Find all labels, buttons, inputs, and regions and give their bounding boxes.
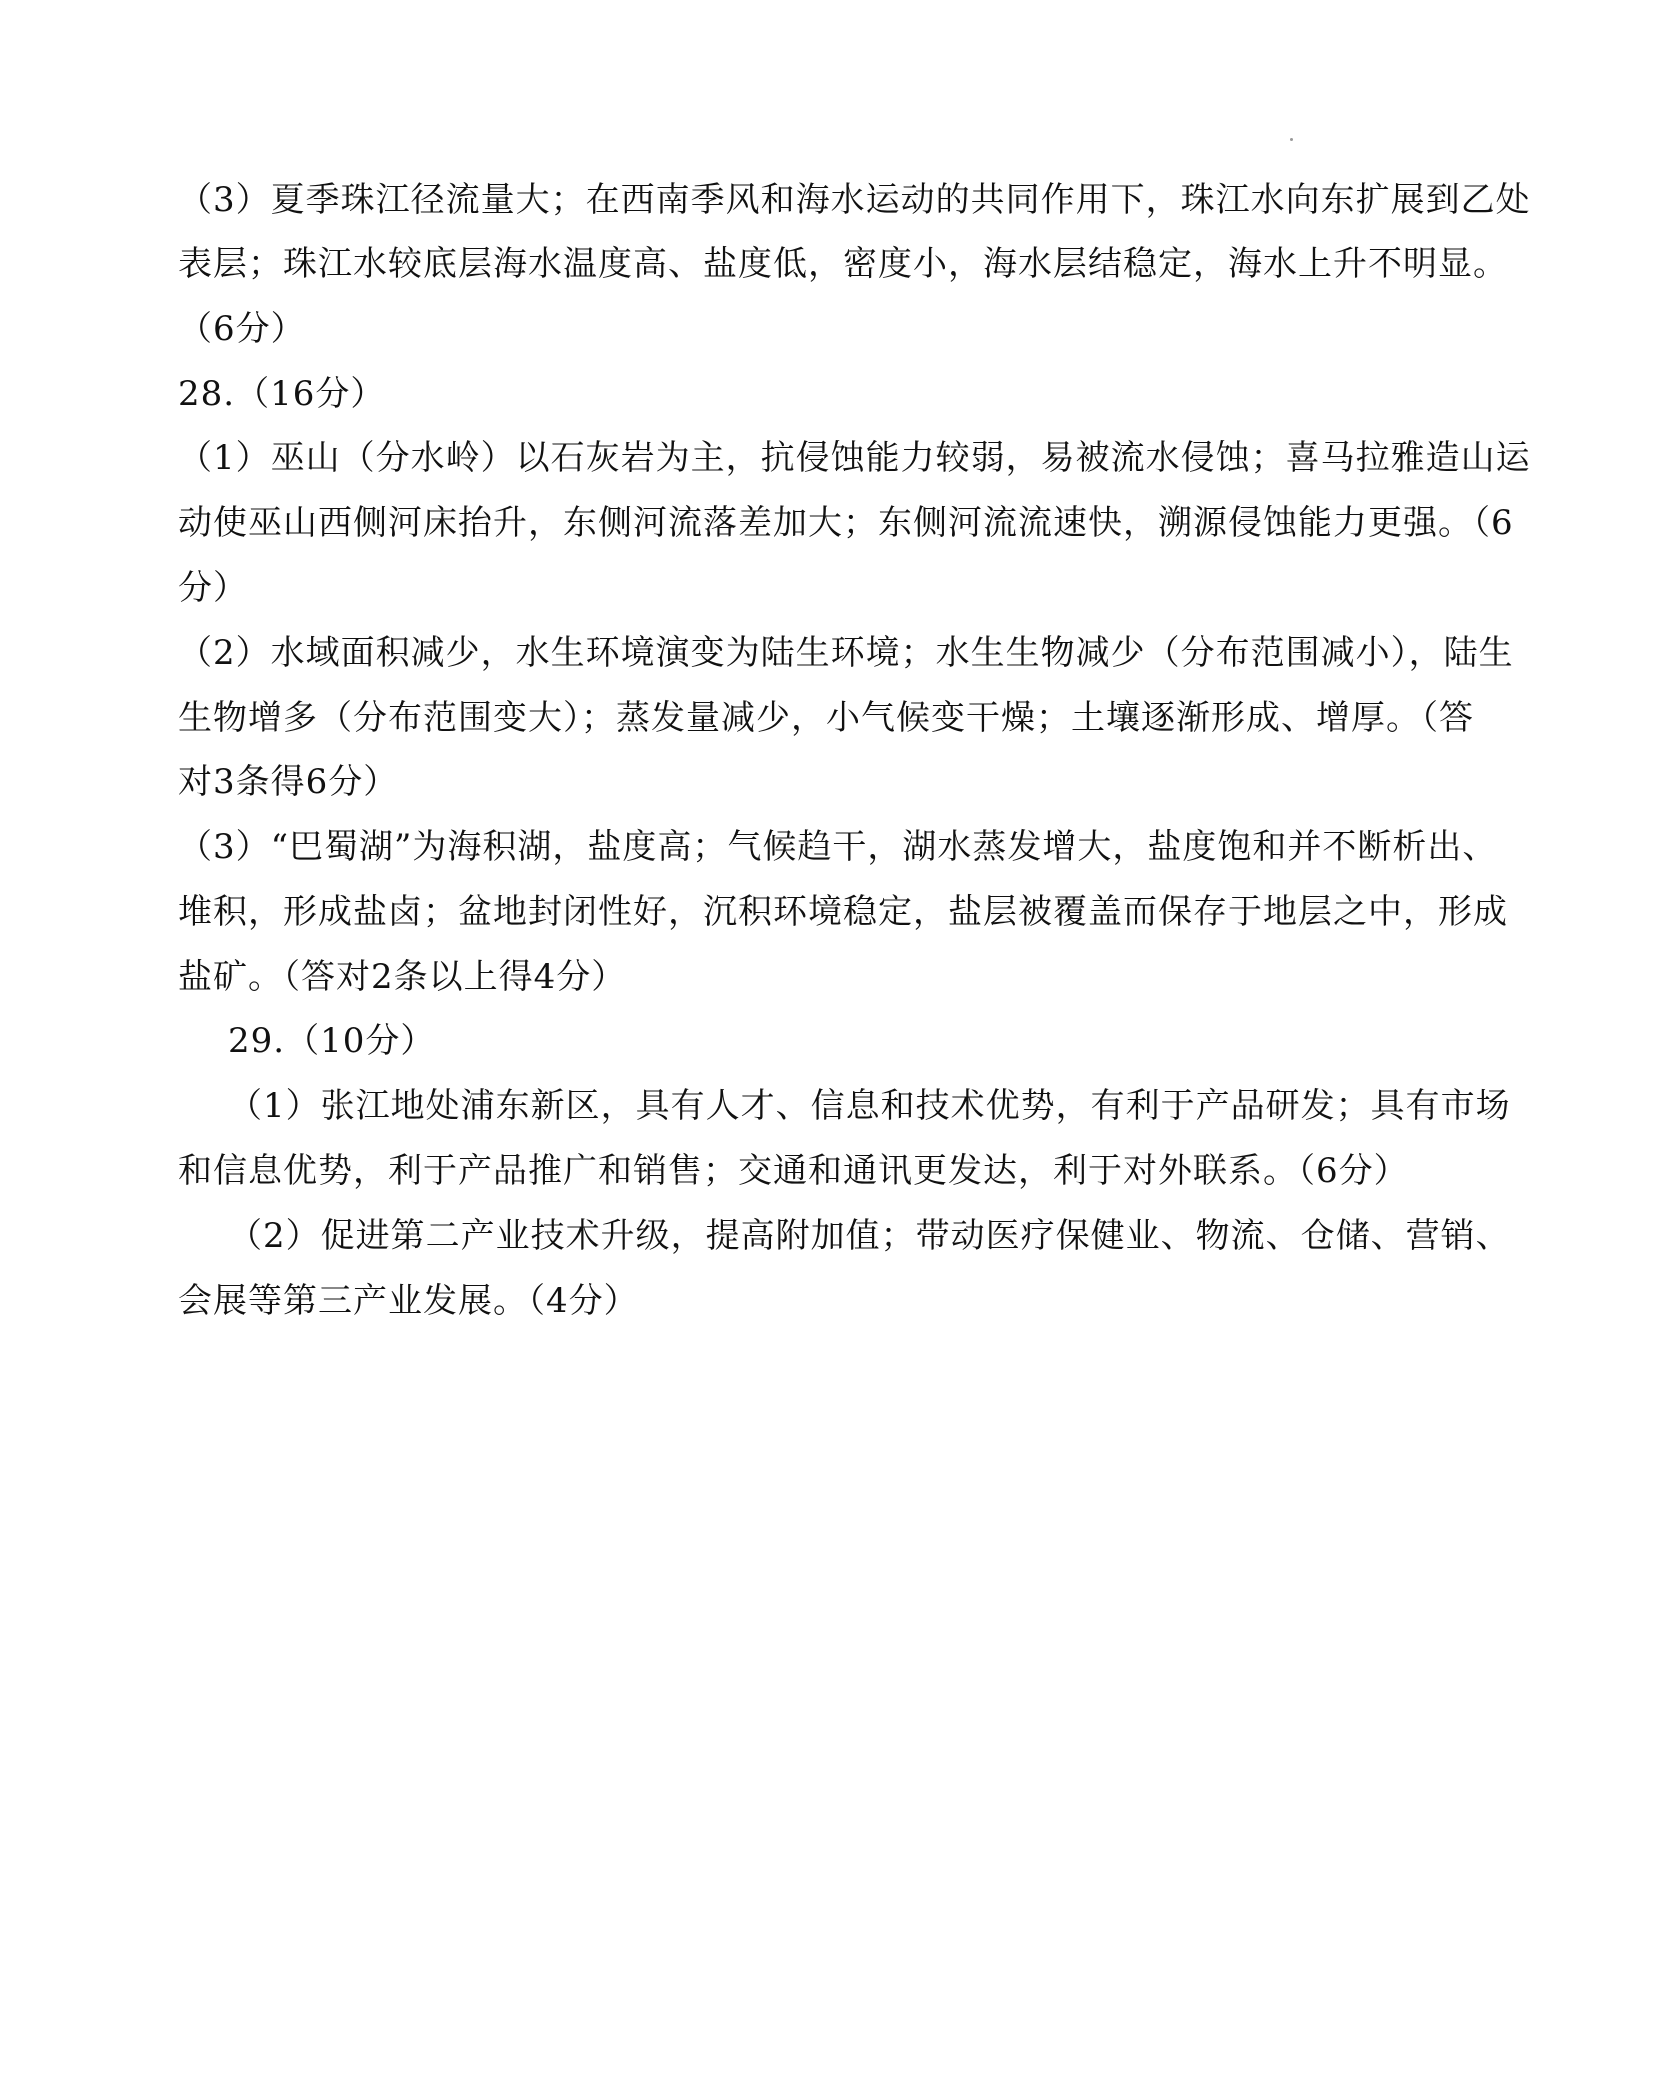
q28-part2-line1: （2）水域面积减少，水生环境演变为陆生环境；水生生物减少（分布范围减小），陆生 [178, 633, 1514, 673]
q28-part1-line2: 动使巫山西侧河床抬升，东侧河流落差加大；东侧河流流速快，溯源侵蚀能力更强。（6 [178, 503, 1514, 543]
q29-part1-line1: （1）张江地处浦东新区，具有人才、信息和技术优势，有利于产品研发；具有市场 [228, 1086, 1511, 1126]
q28-part1-line1: （1）巫山（分水岭）以石灰岩为主，抗侵蚀能力较弱，易被流水侵蚀；喜马拉雅造山运 [178, 438, 1531, 478]
q28-heading: 28.（16分） [178, 374, 386, 414]
q27-part3-line1: （3）夏季珠江径流量大；在西南季风和海水运动的共同作用下，珠江水向东扩展到乙处 [178, 180, 1531, 220]
q28-part3-line1: （3）“巴蜀湖”为海积湖，盐度高；气候趋干，湖水蒸发增大，盐度饱和并不断析出、 [178, 827, 1498, 867]
q28-part3-line3: 盐矿。（答对2条以上得4分） [178, 957, 627, 997]
q27-part3-score: （6分） [178, 309, 306, 349]
q28-part2-line3: 对3条得6分） [178, 762, 399, 802]
q28-part2-line2: 生物增多（分布范围变大）；蒸发量减少，小气候变干燥；土壤逐渐形成、增厚。（答 [178, 698, 1474, 738]
q29-heading: 29.（10分） [228, 1021, 436, 1061]
q28-part1-line3: 分） [178, 568, 248, 608]
q28-part3-line2: 堆积，形成盐卤；盆地封闭性好，沉积环境稳定，盐层被覆盖而保存于地层之中，形成 [178, 892, 1508, 932]
q27-part3-line2: 表层；珠江水较底层海水温度高、盐度低，密度小，海水层结稳定，海水上升不明显。 [178, 244, 1508, 284]
scan-speck [1290, 138, 1293, 141]
q29-part1-line2: 和信息优势，利于产品推广和销售；交通和通讯更发达，利于对外联系。（6分） [178, 1151, 1409, 1191]
q29-part2-line2: 会展等第三产业发展。（4分） [178, 1281, 639, 1321]
q29-part2-line1: （2）促进第二产业技术升级，提高附加值；带动医疗保健业、物流、仓储、营销、 [228, 1216, 1511, 1256]
